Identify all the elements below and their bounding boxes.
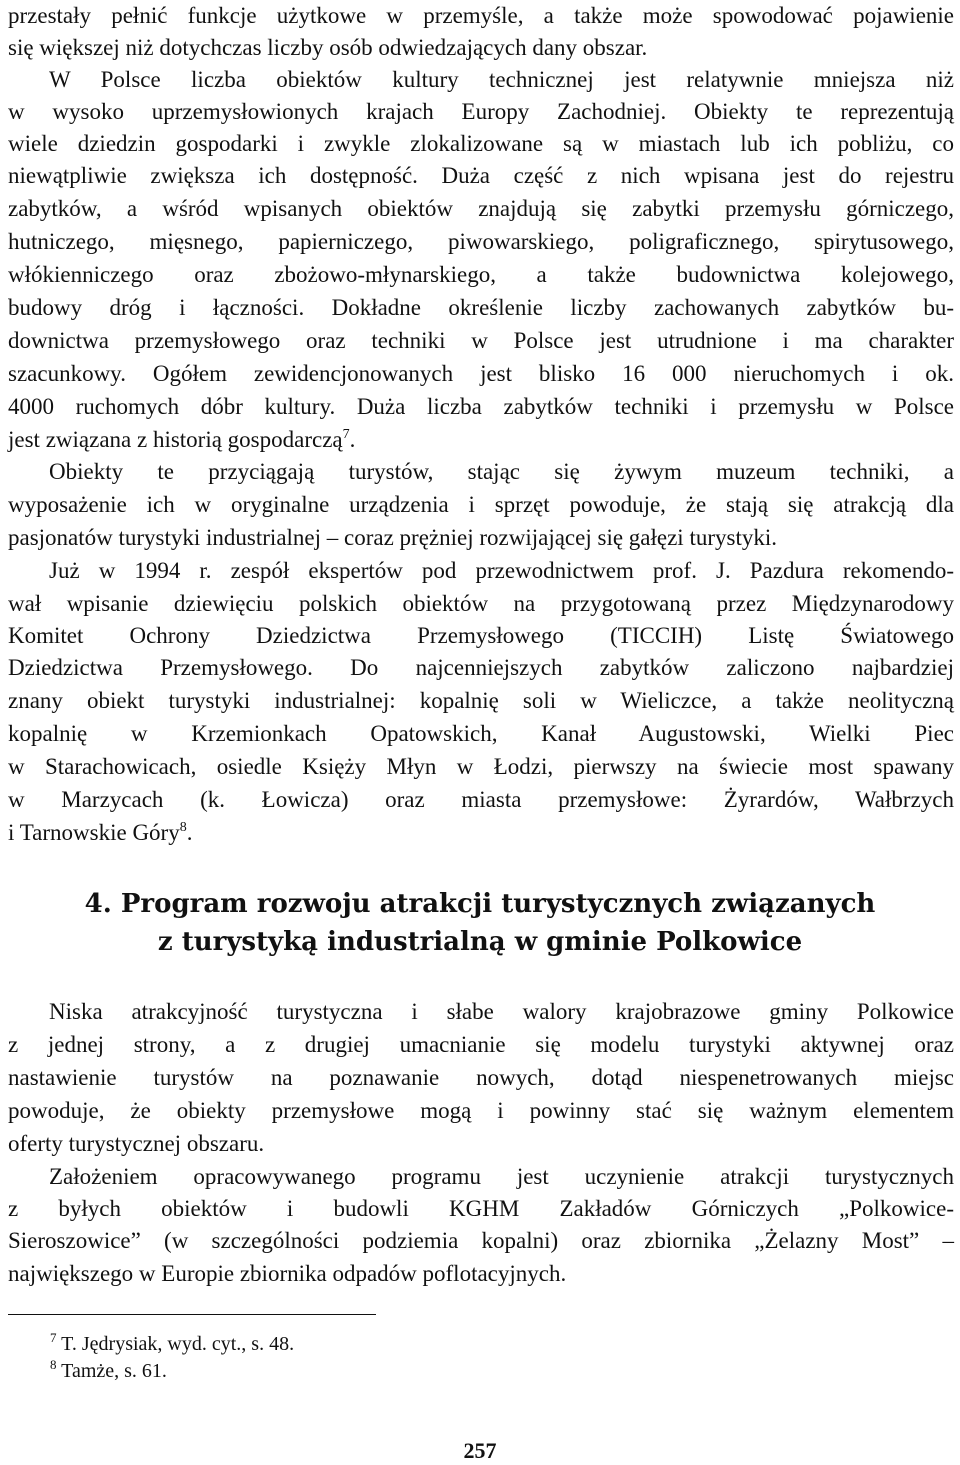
- text-line: wiele dziedzin gospodarki i zwykle zlokalizowane są w miastach lub ich pobliżu, co: [8, 131, 954, 156]
- footnote-text: T. Jędrysiak, wyd. cyt., s. 48.: [61, 1333, 295, 1355]
- text-line: wał wpisanie dziewięciu polskich obiektów na przygotowaną przez Międzynarodowy: [8, 591, 954, 616]
- text-line: w Marzycach (k. Łowicza) oraz miasta przemysłowe: Żyrardów, Wałbrzych: [8, 787, 954, 812]
- footnote-number: 8: [50, 1357, 57, 1372]
- text-line: pasjonatów turystyki industrialnej – coraz prężniej rozwijającej się gałęzi turystyki.: [8, 525, 777, 550]
- text-line: szacunkowy. Ogółem zewidencjonowanych jest blisko 16 000 nieruchomych i ok.: [8, 361, 954, 386]
- text-line: W Polsce liczba obiektów kultury technicznej jest relatywnie mniejsza niż: [49, 67, 954, 92]
- text-line: downictwa przemysłowego oraz techniki w Polsce jest utrudnione i ma charakter: [8, 328, 954, 353]
- page-number: 257: [463, 1438, 497, 1463]
- text-line: zabytków, a wśród wpisanych obiektów znajdują się zabytki przemysłu górniczego,: [8, 196, 954, 221]
- text-line-body: jest związana z historią gospodarczą: [8, 427, 343, 452]
- text-line: Już w 1994 r. zespół ekspertów pod przewodnictwem prof. J. Pazdura rekomendo-: [49, 558, 954, 583]
- text-line: kopalnię w Krzemionkach Opatowskich, Kanał Augustowski, Wielki Piec: [8, 721, 954, 746]
- footnote-text: Tamże, s. 61.: [61, 1360, 167, 1382]
- text-line: się większej niż dotychczas liczby osób odwiedzających dany obszar.: [8, 35, 648, 60]
- footnote-ref-7: 7: [342, 427, 350, 442]
- text-line: budowy dróg i łączności. Dokładne określenie liczby zachowanych zabytków bu-: [8, 295, 954, 320]
- text-line: znany obiekt turystyki industrialnej: kopalnię soli w Wieliczce, a także neolityczną: [8, 688, 954, 713]
- text-line: nastawienie turystów na poznawanie nowych, dotąd niespenetrowanych miejsc: [8, 1065, 954, 1090]
- text-line: Obiekty te przyciągają turystów, stając się żywym muzeum techniki, a: [49, 459, 954, 484]
- text-line: w Starachowicach, osiedle Księży Młyn w Łodzi, pierwszy na świecie most spawany: [8, 754, 954, 779]
- text-line: niewątpliwie zwiększa ich dostępność. Duża część z nich wpisana jest do rejestru: [8, 163, 954, 188]
- text-line: [8, 424, 954, 456]
- punctuation: .: [349, 427, 356, 452]
- text-line: przestały pełnić funkcje użytkowe w przemyśle, a także może spowodować pojawienie: [8, 3, 954, 28]
- text-line: włókienniczego oraz zbożowo-młynarskiego, a także budownictwa kolejowego,: [8, 262, 954, 287]
- section-heading-line-2: z turystyką industrialną w gminie Polkowice: [157, 927, 803, 957]
- punctuation: .: [186, 820, 193, 845]
- footnote-number: 7: [50, 1330, 57, 1345]
- text-line: 4000 ruchomych dóbr kultury. Duża liczba zabytków techniki i przemysłu w Polsce: [8, 394, 954, 419]
- text-line-body: i Tarnowskie Góry: [8, 820, 180, 845]
- text-line: z byłych obiektów i budowli KGHM Zakładów Górniczych „Polkowice-: [8, 1196, 954, 1221]
- section-heading-line-1: 4. Program rozwoju atrakcji turystycznych związanych: [84, 889, 876, 919]
- text-line: w wysoko uprzemysłowionych krajach Europy Zachodniej. Obiekty te reprezentują: [8, 99, 954, 124]
- text-line: oferty turystycznej obszaru.: [8, 1131, 265, 1156]
- footnote-separator: [8, 1314, 376, 1315]
- footnote: [50, 1358, 167, 1384]
- text-line: Założeniem opracowywanego programu jest uczynienie atrakcji turystycznych: [49, 1164, 954, 1189]
- text-line: Niska atrakcyjność turystyczna i słabe walory krajobrazowe gminy Polkowice: [49, 999, 954, 1024]
- text-line: wyposażenie ich w oryginalne urządzenia i sprzęt powoduje, że stają się atrakcją dla: [8, 492, 954, 517]
- text-line: Dziedzictwa Przemysłowego. Do najcenniejszych zabytków zaliczono najbardziej: [8, 655, 954, 680]
- footnote: [50, 1331, 294, 1357]
- text-line: Komitet Ochrony Dziedzictwa Przemysłowego (TICCIH) Listę Światowego: [8, 623, 954, 648]
- text-line: [8, 817, 954, 849]
- text-line: powoduje, że obiekty przemysłowe mogą i powinny stać się ważnym elementem: [8, 1098, 954, 1123]
- text-line: z jednej strony, a z drugiej umacnianie się modelu turystyki aktywnej oraz: [8, 1032, 954, 1057]
- text-line: największego w Europie zbiornika odpadów poflotacyjnych.: [8, 1261, 567, 1286]
- footnote-ref-8: 8: [179, 820, 187, 835]
- text-line: hutniczego, mięsnego, papierniczego, piwowarskiego, poligraficznego, spirytusowego,: [8, 229, 954, 254]
- text-line: Sieroszowice” (w szczególności podziemia kopalni) oraz zbiornika „Żelazny Most” –: [8, 1228, 954, 1253]
